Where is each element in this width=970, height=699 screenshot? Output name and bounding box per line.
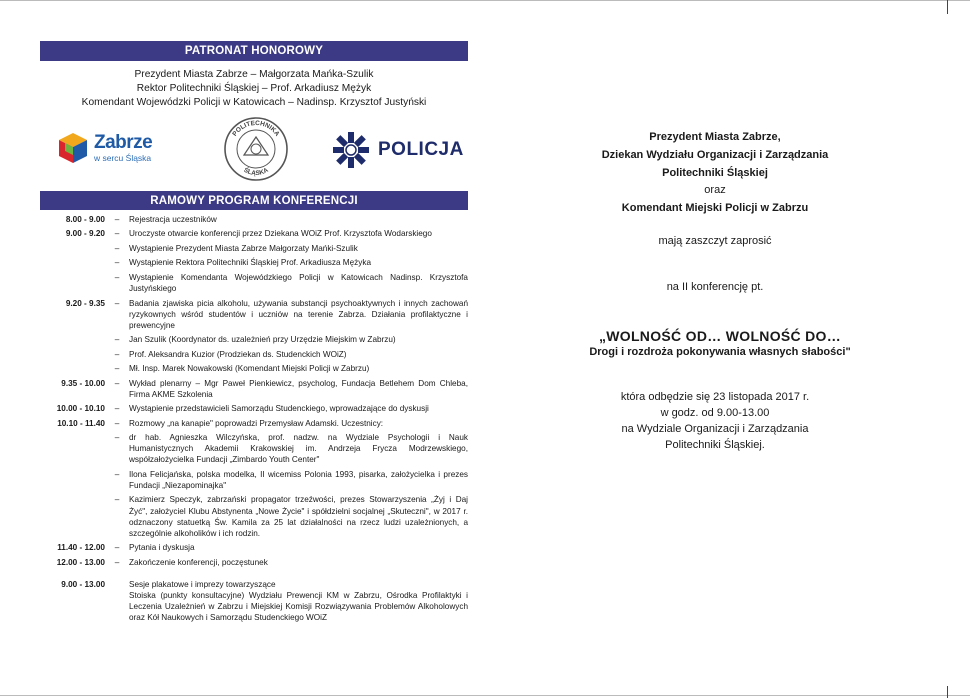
- program-dash: –: [114, 258, 120, 268]
- program-time: [40, 432, 105, 465]
- program-time: [40, 494, 105, 538]
- program-dash: –: [114, 495, 120, 505]
- program-time: [40, 469, 105, 491]
- program-row: [40, 214, 468, 225]
- program-item-text: Badania zjawiska picia alkoholu, używania substancji psychoaktywnych i innych zachowań ryzykownych wśród studentów i uczniów na terenie Zabrza. Działania profilaktyczne i prewencyjne: [129, 298, 468, 330]
- program-time: [40, 257, 105, 268]
- program-dash: –: [114, 229, 120, 239]
- host-conjunction: oraz: [704, 184, 726, 197]
- program-list: [40, 214, 468, 627]
- university-seal-icon: [220, 113, 292, 183]
- crop-mark-top: [947, 0, 948, 14]
- program-dash: –: [114, 469, 120, 479]
- patron-line: Rektor Politechniki Śląskiej – Prof. Arkadiusz Mężyk: [136, 82, 372, 94]
- program-row: [40, 542, 468, 553]
- program-time: [40, 334, 105, 345]
- program-item-text: Rozmowy „na kanapie" poprowadzi Przemysław Adamski. Uczestnicy:: [129, 418, 384, 428]
- program-time: 10.00 - 10.10: [56, 404, 105, 414]
- page-border-bottom: [0, 695, 970, 696]
- program-row: [40, 378, 468, 400]
- program-dash: –: [114, 335, 120, 345]
- program-item-text: Uroczyste otwarcie konferencji przez Dziekana WOiZ Prof. Krzysztofa Wodarskiego: [129, 229, 432, 239]
- program-item-text: Jan Szulik (Koordynator ds. uzależnień przy Urzędzie Miejskim w Zabrzu): [129, 335, 396, 345]
- program-row: [40, 494, 468, 538]
- patron-line: Komendant Wojewódzki Policji w Katowicach – Nadinsp. Krzysztof Justyński: [81, 96, 427, 108]
- host-line: Politechniki Śląskiej: [662, 166, 768, 179]
- program-row: [40, 432, 468, 465]
- program-item-text: Wystąpienie Prezydent Miasta Zabrze Małgorzaty Mańki-Szulik: [129, 243, 358, 253]
- program-time: [40, 243, 105, 254]
- program-dash: –: [114, 557, 120, 567]
- program-dash: –: [114, 418, 120, 428]
- invitation-hosts: [560, 129, 870, 218]
- zabrze-tagline: w sercu Śląska: [94, 153, 152, 163]
- program-dash: –: [114, 543, 120, 553]
- program-time: 11.40 - 12.00: [57, 543, 105, 553]
- program-row: [40, 349, 468, 360]
- program-item-text: Zakończenie konferencji, poczęstunek: [129, 557, 268, 567]
- program-row: [40, 298, 468, 331]
- detail-line: która odbędzie się 23 listopada 2017 r.: [620, 391, 810, 403]
- program-row: [40, 403, 468, 414]
- program-heading: RAMOWY PROGRAM KONFERENCJI: [40, 191, 468, 210]
- program-item-text: Wystąpienie Komendanta Wojewódzkiego Policji w Katowicach Nadinsp. Krzysztofa Justyńskiego: [129, 272, 468, 294]
- svg-text:ŚLĄSKA: [242, 165, 270, 177]
- page-border-top: [0, 0, 970, 1]
- program-gap: [40, 571, 468, 579]
- program-time: 9.20 - 9.35: [65, 298, 105, 308]
- program-row: [40, 243, 468, 254]
- program-item-title: Sesje plakatowe i imprezy towarzyszące: [129, 580, 276, 590]
- detail-line: Politechniki Śląskiej.: [665, 439, 765, 451]
- conference-title: „WOLNOŚĆ OD… WOLNOŚĆ DO…: [598, 328, 842, 344]
- patronage-heading: PATRONAT HONOROWY: [40, 41, 468, 61]
- logo-row: [40, 113, 468, 185]
- program-item-text: Ilona Felicjańska, polska modelka, II wicemiss Polonia 1993, pisarka, założycielka i prezes Fundacji „Niezapominajka": [129, 469, 468, 490]
- program-row: [40, 579, 468, 623]
- detail-line: na Wydziale Organizacji i Zarządzania: [621, 423, 809, 435]
- program-time: [40, 349, 105, 360]
- program-item-text: Wystąpienie Rektora Politechniki Śląskiej Prof. Arkadiusza Mężyka: [129, 258, 372, 268]
- program-row: [40, 272, 468, 294]
- program-row: [40, 334, 468, 345]
- program-row: [40, 418, 468, 429]
- seal-top-text: POLITECHNIKA: [231, 119, 281, 138]
- patronage-list: [40, 68, 468, 109]
- host-line: Prezydent Miasta Zabrze,: [649, 131, 781, 143]
- program-dash: –: [114, 378, 120, 388]
- conference-intro: na II konferencję pt.: [666, 281, 764, 293]
- program-row: [40, 469, 468, 491]
- program-time: 9.00 - 13.00: [61, 580, 105, 590]
- policja-logo: [332, 131, 464, 169]
- program-dash: –: [114, 404, 120, 414]
- program-time: [40, 272, 105, 294]
- program-item-text: Wystąpienie przedstawicieli Samorządu Studenckiego, wprowadzające do dyskusji: [129, 404, 429, 414]
- program-dash: –: [114, 349, 120, 359]
- program-time: 12.00 - 13.00: [56, 557, 105, 567]
- program-dash: –: [114, 364, 120, 374]
- policja-wordmark: POLICJA: [378, 139, 464, 160]
- program-item-text: Prof. Aleksandra Kuzior (Prodziekan ds. Studenckich WOiZ): [129, 349, 347, 359]
- program-time: [40, 363, 105, 374]
- conference-details: [560, 389, 870, 453]
- patron-line: Prezydent Miasta Zabrze – Małgorzata Mańka-Szulik: [134, 69, 374, 80]
- program-item-body: Stoiska (punkty konsultacyjne) Wydziału Prewencji KM w Zabrzu, Ośrodka Profilaktyki i Leczenia Uzależnień w Zabrzu i Miejskiej Komisji Rozwiązywania Problemów Alkoholowych oraz Kół Naukowych i Samorządu Studenckiego WOiZ: [129, 591, 468, 623]
- program-row: [40, 557, 468, 568]
- zabrze-logo: [55, 131, 152, 165]
- program-time: 10.10 - 11.40: [57, 418, 105, 428]
- seal-bottom-text: ŚLĄSKA: [242, 166, 270, 178]
- police-star-icon: [332, 131, 370, 169]
- invite-text: mają zaszczyt zaprosić: [658, 235, 772, 247]
- polsl-logo: [220, 113, 292, 188]
- program-time: 8.00 - 9.00: [65, 215, 105, 224]
- program-item-text: Rejestracja uczestników: [129, 215, 217, 224]
- program-item-text: Kazimierz Speczyk, zabrzański propagator trzeźwości, prezes Stowarzyszenia „Żyj i Daj Żyć", założyciel Klubu Abstynenta „Nowe Życie" i spółdzielni socjalnej „Skuteczni", w 2017 r. odznaczony statuetką Św. Kamila za 25 lat działalności na rzecz ludzi uzależnionych, a szczególnie alkoholików i ich rodzin.: [129, 495, 468, 538]
- program-time: 9.00 - 9.20: [65, 229, 105, 239]
- conference-subtitle: Drogi i rozdroża pokonywania własnych słabości": [589, 346, 851, 358]
- host-line: Dziekan Wydziału Organizacji i Zarządzania: [601, 148, 829, 161]
- zabrze-wordmark: Zabrze: [94, 132, 153, 153]
- zabrze-cube-icon: [55, 131, 91, 165]
- program-item-text: Mł. Insp. Marek Nowakowski (Komendant Miejski Policji w Zabrzu): [129, 364, 370, 374]
- program-dash: –: [114, 433, 120, 443]
- detail-line: w godz. od 9.00-13.00: [660, 407, 770, 419]
- crop-mark-bottom: [947, 686, 948, 698]
- program-dash: –: [114, 215, 120, 224]
- host-line: Komendant Miejski Policji w Zabrzu: [621, 202, 809, 215]
- program-item-text: Pytania i dyskusja: [129, 543, 195, 553]
- program-row: [40, 257, 468, 268]
- program-dash: –: [114, 243, 120, 253]
- program-dash: –: [114, 272, 120, 282]
- program-row: [40, 228, 468, 239]
- program-row: [40, 363, 468, 374]
- program-item-text: dr hab. Agnieszka Wilczyńska, prof. nadzw. na Wydziale Psychologii i Nauk Humanistycznych Akademii Krakowskiej im. Andrzeja Frycza Modrzewskiego, współzałożycielka Fundacji „Zimbardo Youth Center": [129, 433, 468, 465]
- program-time: 9.35 - 10.00: [61, 378, 105, 388]
- program-item-text: Wykład plenarny – Mgr Paweł Pienkiewicz, psycholog, Fundacja Betlehem Dom Chleba, Firma AKME Szkolenia: [129, 378, 468, 399]
- program-item-text: [129, 579, 468, 623]
- program-dash: –: [114, 298, 120, 308]
